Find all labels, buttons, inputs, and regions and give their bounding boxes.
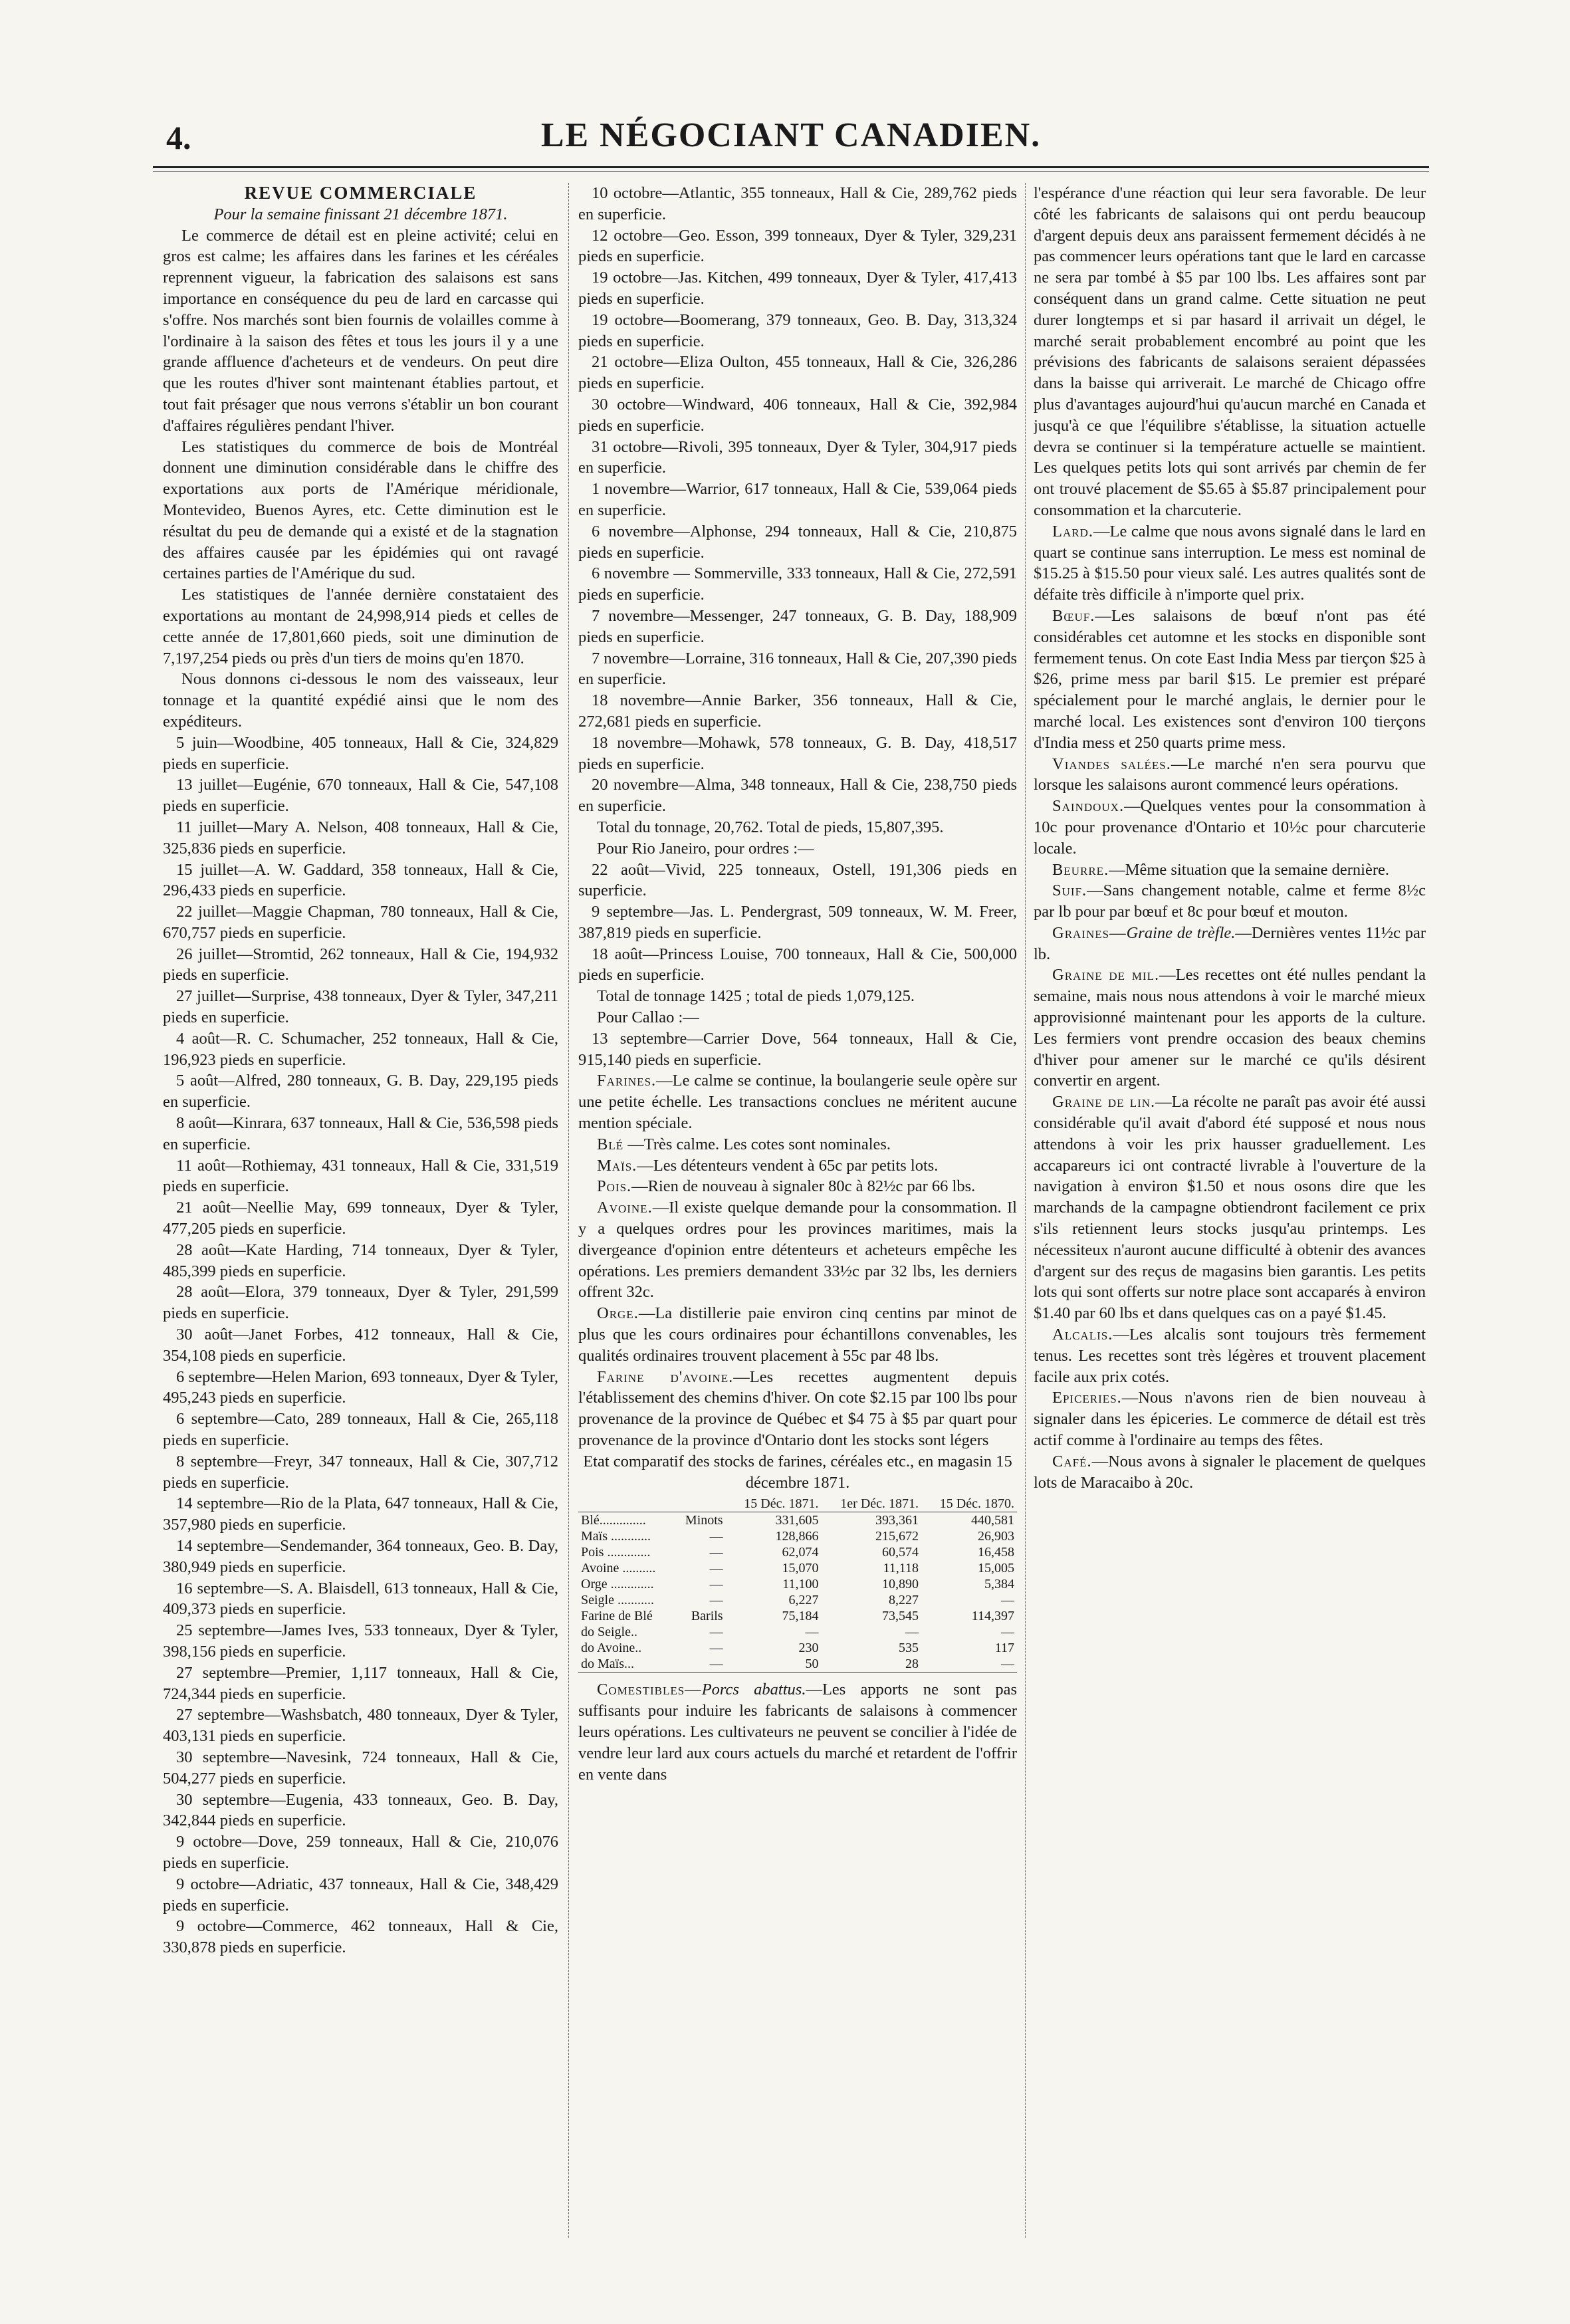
table-row — [578, 1640, 1017, 1656]
table-cell: 75,184 — [782, 1609, 819, 1624]
table-header-row — [578, 1496, 1017, 1512]
market-paragraph — [1034, 1092, 1426, 1324]
paragraph-text: —Le calme que nous avons signalé dans le lard en quart se continue sans interruption. Le mess est nominal de $15.25 à $15.50 pour vieux salé. Les autres qualités sont de défaite très difficile à n'importe quel prix. — [1034, 522, 1426, 604]
column-1 — [163, 183, 558, 2238]
paragraph-lead: Viandes salées. — [1052, 755, 1171, 773]
shipment-entry: 20 novembre—Alma, 348 tonneaux, Hall & Cie, 238,750 pieds en superficie. — [578, 776, 1017, 816]
shipment-entry: 15 juillet—A. W. Gaddard, 358 tonneaux, Hall & Cie, 296,433 pieds en superficie. — [163, 860, 558, 900]
paragraph-text: —Les recettes ont été nulles pendant la semaine, mais nous nous attendons à voir le marché mieux approvisionné maintenant pour les apports de la culture. Les fermiers vont prendre occasion des beaux chemins d'hiver pour amener sur le marché ce qu'ils désirent convertir en argent. — [1034, 966, 1426, 1090]
shipment-entry: 5 août—Alfred, 280 tonneaux, G. B. Day, 229,195 pieds en superficie. — [163, 1072, 558, 1111]
paragraph-text: —Nous avons à signaler le placement de quelques lots de Maracaibo à 20c. — [1034, 1452, 1426, 1492]
table-row — [578, 1512, 1017, 1529]
market-paragraph — [1034, 521, 1426, 606]
table-row — [578, 1560, 1017, 1576]
paragraph-text: —Les apports ne sont pas suffisants pour induire les fabricants de salaisons à commencer leurs opérations. Les cultivateurs ne peuvent se concilier à l'idée de vendre leur lard aux cours actuels du marché et retardent de l'offrir en vente dans — [578, 1681, 1017, 1784]
paragraph: Les statistiques de l'année dernière constataient des exportations au montant de 24,998,914 pieds et celles de cette année de 17,801,660 pieds, soit une diminution de 7,197,254 pieds ou près d'un tiers de moins qu'en 1870. — [163, 586, 558, 667]
table-cell: 128,866 — [775, 1529, 819, 1544]
market-paragraph — [1034, 1451, 1426, 1494]
table-row — [578, 1656, 1017, 1673]
paragraph-text: —Sans changement notable, calme et ferme 8½c par lb pour par bœuf et 8c pour bœuf et mouton. — [1034, 881, 1426, 921]
shipment-entry: 9 octobre—Dove, 259 tonneaux, Hall & Cie, 210,076 pieds en superficie. — [163, 1833, 558, 1872]
table-cell: Barils — [691, 1609, 723, 1624]
paragraph-text: —La distillerie paie environ cinq centins par minot de plus que les cours ordinaires pour échantillons convenables, les qualités ordinaires trouvent placement à 55c par 48 lbs. — [578, 1304, 1017, 1365]
paragraph-text: —La récolte ne paraît pas avoir été aussi considérable qu'il avait d'abord été supposé et nous nous attendons à voir les prix hausser graduellement. Les accapareurs ici ont contracté livrable à l'ouverture de la navigation à environ $1.50 et nous osons dire que les marchands de la campagne obtiendront facilement ce prix s'ils retiennent leurs stocks jusqu'au printemps. Les nécessiteux n'auront aucune difficulté à obtenir des avances d'argent sur des reçus de magasins bien garantis. Les petits lots qui sont offerts sur notre place sont accaparés à environ $1.40 par 60 lbs et dans quelques cas on a payé $1.45. — [1034, 1093, 1426, 1323]
masthead-title: LE NÉGOCIANT CANADIEN. — [540, 116, 1042, 154]
shipment-entry: 18 novembre—Mohawk, 578 tonneaux, G. B. Day, 418,517 pieds en superficie. — [578, 733, 1017, 773]
table-cell: 114,397 — [971, 1609, 1014, 1624]
shipment-entry: 31 octobre—Rivoli, 395 tonneaux, Dyer & Tyler, 304,917 pieds en superficie. — [578, 437, 1017, 477]
table-cell: 26,903 — [978, 1529, 1014, 1544]
shipment-entry: 13 juillet—Eugénie, 670 tonneaux, Hall & Cie, 547,108 pieds en superficie. — [163, 776, 558, 816]
shipment-entry: 30 août—Janet Forbes, 412 tonneaux, Hall & Cie, 354,108 pieds en superficie. — [163, 1326, 558, 1365]
table-cell: 11,100 — [782, 1577, 819, 1592]
shipment-entry: 13 septembre—Carrier Dove, 564 tonneaux, Hall & Cie, 915,140 pieds en superficie. — [578, 1029, 1017, 1069]
table-cell: — — [709, 1529, 723, 1544]
market-paragraph — [578, 1155, 1017, 1177]
shipment-entry: 18 novembre—Annie Barker, 356 tonneaux, Hall & Cie, 272,681 pieds en superficie. — [578, 691, 1017, 731]
shipment-entry: 4 août—R. C. Schumacher, 252 tonneaux, Hall & Cie, 196,923 pieds en superficie. — [163, 1029, 558, 1069]
shipment-list-rio — [578, 860, 1017, 987]
table-cell: — — [709, 1593, 723, 1608]
paragraph-text: —Quelques ventes pour la consommation à 10c pour provenance d'Ontario et 10½c pour charcuterie locale. — [1034, 797, 1426, 858]
comestibles-paragraph — [578, 1679, 1017, 1785]
paragraph-text: —Dernières ventes 11½c par lb. — [1034, 923, 1426, 963]
table-row — [578, 1544, 1017, 1560]
market-paragraph — [1034, 796, 1426, 859]
shipment-list-callao — [578, 1028, 1017, 1071]
table-cell: 15,070 — [782, 1561, 819, 1576]
table-row — [578, 1608, 1017, 1624]
shipment-entry: 26 juillet—Stromtid, 262 tonneaux, Hall & Cie, 194,932 pieds en superficie. — [163, 945, 558, 985]
table-row — [578, 1624, 1017, 1640]
paragraph: Le commerce de détail est en pleine activité; celui en gros est calme; les affaires dans les farines et les céréales reprennent vigueur, la fabrication des salaisons est sans importance en conséquence du peu de lard en carcasse qui s'offre. Nos marchés sont bien fournis de volailles comme à l'ordinaire à la saison des fêtes et tous les jours il y a une grande affluence d'acheteurs et de vendeurs. On peut dire que les routes d'hiver sont maintenant établies partout, et tout fait présager que nous verrons s'établir un bon courant d'affaires régulières pendant l'hiver. — [163, 226, 558, 435]
paragraph-text: —Le calme se continue, la boulangerie seule opère sur une petite échelle. Les transactions conclues ne méritent aucune mention spéciale. — [578, 1072, 1017, 1133]
table-cell: — — [709, 1561, 723, 1576]
table-cell: — — [709, 1577, 723, 1592]
table-cell: 11,118 — [883, 1561, 919, 1576]
market-report — [1034, 521, 1426, 1494]
paragraph-lead: Bœuf. — [1052, 606, 1095, 625]
paragraph-lead: Lard. — [1052, 522, 1093, 540]
paragraph-text: —Le marché n'en sera pourvu que lorsque les salaisons auront commencé leurs opérations. — [1034, 755, 1426, 794]
destination-heading: Pour Callao :— — [597, 1008, 699, 1027]
shipment-entry: 27 septembre—Premier, 1,117 tonneaux, Hall & Cie, 724,344 pieds en superficie. — [163, 1663, 558, 1703]
shipment-entry: 9 octobre—Commerce, 462 tonneaux, Hall & Cie, 330,878 pieds en superficie. — [163, 1917, 558, 1957]
table-cell: 393,361 — [875, 1513, 919, 1528]
table-cell: Minots — [685, 1513, 723, 1528]
table-cell: 535 — [899, 1641, 919, 1656]
paragraph-lead: Beurre. — [1052, 860, 1109, 879]
paragraph-text: —Les recettes augmentent depuis l'établissement des chemins d'hiver. On cote $2.15 par 100 lbs pour provenance de la province de Québec et $4 75 à $5 par quart pour provenance de la province d'Ontario dont les stocks sont légers — [578, 1367, 1017, 1450]
table-cell: — — [709, 1545, 723, 1560]
table-cell: 230 — [798, 1641, 819, 1656]
shipment-entry: 19 octobre—Boomerang, 379 tonneaux, Geo. B. Day, 313,324 pieds en superficie. — [578, 310, 1017, 350]
shipment-entry: 5 juin—Woodbine, 405 tonneaux, Hall & Cie, 324,829 pieds en superficie. — [163, 733, 558, 773]
section-subtitle: Pour la semaine finissant 21 décembre 1871. — [213, 205, 508, 223]
shipment-entry: 8 août—Kinrara, 637 tonneaux, Hall & Cie, 536,598 pieds en superficie. — [163, 1114, 558, 1153]
shipment-entry: 11 août—Rothiemay, 431 tonneaux, Hall & Cie, 331,519 pieds en superficie. — [163, 1156, 558, 1196]
shipment-entry: 6 novembre — Sommerville, 333 tonneaux, Hall & Cie, 272,591 pieds en superficie. — [578, 564, 1017, 604]
paragraph-text: —Les détenteurs vendent à 65c par petits lots. — [637, 1156, 939, 1175]
table-cell: — — [709, 1625, 723, 1640]
table-cell: 10,890 — [882, 1577, 919, 1592]
total-line: Total du tonnage, 20,762. Total de pieds, 15,807,395. — [597, 818, 944, 836]
shipment-entry: 18 août—Princess Louise, 700 tonneaux, Hall & Cie, 500,000 pieds en superficie. — [578, 945, 1017, 985]
table-row — [578, 1592, 1017, 1608]
shipment-entry: 30 octobre—Windward, 406 tonneaux, Hall & Cie, 392,984 pieds en superficie. — [578, 395, 1017, 435]
table-cell: Blé.............. — [581, 1513, 646, 1528]
paragraph-lead: Farine d'avoine. — [597, 1367, 734, 1386]
market-paragraph — [578, 1197, 1017, 1303]
paragraph-lead: Graine de mil. — [1052, 966, 1160, 985]
shipment-entry: 9 septembre—Jas. L. Pendergrast, 509 tonneaux, W. M. Freer, 387,819 pieds en superficie. — [578, 903, 1017, 942]
paragraph: l'espérance d'une réaction qui leur sera favorable. De leur côté les fabricants de salaisons qui ont perdu beaucoup d'argent depuis deux ans paraissent fermement décidés à ne pas commencer leurs opérations tant que le lard en carcasse ne sera par tombé à $5 par 100 lbs. Les affaires sont par conséquent dans un grand calme. Cette situation ne peut durer longtemps et si par hasard il arrivait un dégel, le marché serait probablement encombré au point que les prévisions des fabricants de salaisons seraient dépassées dans la baisse qui arriverait. Le marché de Chicago offre plus d'avantages aujourd'hui qu'aucun marché en Canada et jusqu'à ce que l'équilibre s'établisse, la situation actuelle devra se continuer si la température actuelle se maintient. Les quelques petits lots qui sont arrivés par chemin de fer ont trouvé placement de $5.65 à $5.87 principalement pour consommation et la charcuterie. — [1034, 184, 1426, 519]
shipment-entry: 12 octobre—Geo. Esson, 399 tonneaux, Dyer & Tyler, 329,231 pieds en superficie. — [578, 226, 1017, 266]
destination-heading: Pour Rio Janeiro, pour ordres :— — [597, 839, 814, 858]
shipment-entry: 14 septembre—Rio de la Plata, 647 tonneaux, Hall & Cie, 357,980 pieds en superficie. — [163, 1494, 558, 1534]
table-body — [578, 1512, 1017, 1673]
paragraph: Les statistiques du commerce de bois de Montréal donnent une diminution considérable dans le chiffre des exportations aux ports de l'Amérique méridionale, Montevideo, Buenos Ayres, etc. Cette diminution est le résultat du peu de demande qui a existé et de la stagnation des affaires causée par les épidémies qui ont ravagé certaines parties de l'Amérique du sud. — [163, 437, 558, 583]
table-cell: 440,581 — [971, 1513, 1014, 1528]
paragraph-lead-italic: Porcs abattus. — [701, 1681, 806, 1699]
shipment-list — [578, 183, 1017, 817]
paragraph-lead: Farines. — [597, 1072, 657, 1090]
market-paragraph — [1034, 880, 1426, 923]
shipment-entry: 7 novembre—Lorraine, 316 tonneaux, Hall & Cie, 207,390 pieds en superficie. — [578, 649, 1017, 689]
stocks-table — [578, 1496, 1017, 1673]
page-number: 4. — [166, 119, 191, 156]
market-paragraph — [1034, 1324, 1426, 1387]
shipment-entry: 6 septembre—Cato, 289 tonneaux, Hall & Cie, 265,118 pieds en superficie. — [163, 1410, 558, 1450]
page-header — [153, 113, 1429, 166]
shipment-entry: 27 juillet—Surprise, 438 tonneaux, Dyer & Tyler, 347,211 pieds en superficie. — [163, 987, 558, 1027]
paragraph-text: —Les alcalis sont toujours très fermement tenus. Les recettes sont très légères et trouvent placement facile aux prix cotés. — [1034, 1326, 1426, 1386]
paragraph-text: —Les salaisons de bœuf n'ont pas été considérables cet automne et les stocks en disponible sont fermement tenus. On cote East India Mess par tierçon $25 à $26, prime mess par baril $15. Le premier est préparé spécialement pour le marché anglais, le dernier pour le marché local. Les existences sont d'environ 100 tierçons d'India mess et 250 quarts prime mess. — [1034, 606, 1426, 752]
market-paragraph — [578, 1070, 1017, 1133]
table-cell: 50 — [726, 1656, 822, 1673]
paragraph-lead: Pois. — [597, 1177, 632, 1196]
table-cell: Seigle ........... — [581, 1593, 654, 1608]
table-row — [578, 1528, 1017, 1544]
table-header-cell: 1er Déc. 1871. — [822, 1496, 922, 1512]
paragraph-text: —Il existe quelque demande pour la consommation. Il y a quelques ordres pour les provinces maritimes, mais la divergeance d'opinion entre détenteurs et acheteurs empêche les opérations. Les premiers demandent 33½c par 32 lbs, les derniers offrent 32c. — [578, 1199, 1017, 1302]
table-cell: Farine de Blé — [581, 1609, 653, 1624]
table-header-cell: 15 Déc. 1870. — [921, 1496, 1017, 1512]
paragraph-lead: Maïs. — [597, 1156, 637, 1175]
market-paragraph — [1034, 860, 1426, 881]
shipment-entry: 22 août—Vivid, 225 tonneaux, Ostell, 191,306 pieds en superficie. — [578, 860, 1017, 900]
market-paragraph — [578, 1367, 1017, 1451]
table-cell: 73,545 — [882, 1609, 919, 1624]
market-paragraph — [578, 1303, 1017, 1366]
table-cell: — — [1001, 1625, 1014, 1640]
table-cell: — — [805, 1625, 819, 1640]
shipment-entry: 11 juillet—Mary A. Nelson, 408 tonneaux, Hall & Cie, 325,836 pieds en superficie. — [163, 818, 558, 858]
table-cell: 60,574 — [882, 1545, 919, 1560]
shipment-entry: 22 juillet—Maggie Chapman, 780 tonneaux, Hall & Cie, 670,757 pieds en superficie. — [163, 903, 558, 942]
paragraph-lead: Graine de lin. — [1052, 1093, 1156, 1111]
market-report — [578, 1070, 1017, 1451]
market-paragraph — [578, 1134, 1017, 1155]
table-cell: Avoine .......... — [581, 1561, 656, 1576]
table-header-cell: 15 Déc. 1871. — [726, 1496, 822, 1512]
shipment-entry: 28 août—Kate Harding, 714 tonneaux, Dyer & Tyler, 485,399 pieds en superficie. — [163, 1240, 558, 1280]
shipment-entry: 9 octobre—Adriatic, 437 tonneaux, Hall & Cie, 348,429 pieds en superficie. — [163, 1875, 558, 1915]
shipment-entry: 19 octobre—Jas. Kitchen, 499 tonneaux, Dyer & Tyler, 417,413 pieds en superficie. — [578, 269, 1017, 308]
total-line: Total de tonnage 1425 ; total de pieds 1,079,125. — [597, 987, 915, 1006]
column-separator — [568, 183, 569, 2238]
shipment-entry: 30 septembre—Eugenia, 433 tonneaux, Geo. B. Day, 342,844 pieds en superficie. — [163, 1790, 558, 1830]
shipment-entry: 16 septembre—S. A. Blaisdell, 613 tonneaux, Hall & Cie, 409,373 pieds en superficie. — [163, 1579, 558, 1619]
column-3 — [1034, 183, 1426, 2238]
table-cell: 62,074 — [782, 1545, 819, 1560]
paragraph-text: —Très calme. Les cotes sont nominales. — [623, 1135, 891, 1153]
section-title: REVUE COMMERCIALE — [244, 183, 477, 203]
table-cell: — — [674, 1656, 725, 1673]
paragraph-lead-italic: Graine de trèfle. — [1126, 923, 1236, 942]
market-paragraph — [1034, 923, 1426, 965]
market-paragraph — [1034, 965, 1426, 1092]
shipment-entry: 6 septembre—Helen Marion, 693 tonneaux, Dyer & Tyler, 495,243 pieds en superficie. — [163, 1367, 558, 1407]
market-paragraph — [578, 1176, 1017, 1197]
column-separator — [1025, 183, 1026, 2238]
paragraph-lead: Café. — [1052, 1452, 1092, 1470]
shipment-entry: 14 septembre—Sendemander, 364 tonneaux, Geo. B. Day, 380,949 pieds en superficie. — [163, 1537, 558, 1576]
shipment-entry: 21 octobre—Eliza Oulton, 455 tonneaux, Hall & Cie, 326,286 pieds en superficie. — [578, 353, 1017, 393]
column-2 — [578, 183, 1017, 2238]
market-paragraph — [1034, 606, 1426, 754]
paragraph-lead: Orge. — [597, 1304, 639, 1323]
paragraph-lead: Saindoux. — [1052, 797, 1125, 816]
table-header-cell — [578, 1496, 674, 1512]
table-cell: 28 — [822, 1656, 922, 1673]
paragraph: Nous donnons ci-dessous le nom des vaisseaux, leur tonnage et la quantité expédié ainsi que le nom des expéditeurs. — [163, 670, 558, 731]
table-cell: 16,458 — [978, 1545, 1014, 1560]
shipment-entry: 10 octobre—Atlantic, 355 tonneaux, Hall & Cie, 289,762 pieds en superficie. — [578, 184, 1017, 223]
shipment-entry: 8 septembre—Freyr, 347 tonneaux, Hall & Cie, 307,712 pieds en superficie. — [163, 1452, 558, 1492]
market-paragraph — [1034, 1387, 1426, 1451]
table-cell: 215,672 — [875, 1529, 919, 1544]
paragraph-lead: Epiceries. — [1052, 1389, 1122, 1407]
table-cell: 5,384 — [984, 1577, 1014, 1592]
paragraph-lead: Avoine. — [597, 1199, 653, 1217]
table-row — [578, 1576, 1017, 1592]
table-cell: 8,227 — [889, 1593, 919, 1608]
paragraph-lead: Graines— — [1052, 923, 1127, 942]
table-cell: 331,605 — [775, 1513, 819, 1528]
paragraph-text: —Même situation que la semaine dernière. — [1109, 860, 1390, 879]
table-cell: 117 — [994, 1641, 1014, 1656]
table-cell: — — [921, 1656, 1017, 1673]
table-cell: — — [709, 1641, 723, 1656]
paragraph-lead: Alcalis. — [1052, 1326, 1113, 1344]
shipment-list — [163, 733, 558, 1958]
shipment-entry: 27 septembre—Washsbatch, 480 tonneaux, Dyer & Tyler, 403,131 pieds en superficie. — [163, 1706, 558, 1746]
table-cell: — — [1001, 1593, 1014, 1608]
shipment-entry: 21 août—Neellie May, 699 tonneaux, Dyer & Tyler, 477,205 pieds en superficie. — [163, 1199, 558, 1238]
table-cell: 15,005 — [978, 1561, 1014, 1576]
market-paragraph — [1034, 754, 1426, 796]
shipment-entry: 28 août—Elora, 379 tonneaux, Dyer & Tyler, 291,599 pieds en superficie. — [163, 1283, 558, 1323]
stocks-caption: Etat comparatif des stocks de farines, céréales etc., en magasin 15 décembre 1871. — [583, 1452, 1012, 1492]
shipment-entry: 30 septembre—Navesink, 724 tonneaux, Hall & Cie, 504,277 pieds en superficie. — [163, 1748, 558, 1788]
paragraph-lead: Comestibles— — [597, 1681, 702, 1699]
table-cell: — — [905, 1625, 919, 1640]
table-cell: do Avoine.. — [581, 1641, 642, 1656]
table-cell: 6,227 — [788, 1593, 819, 1608]
table-cell: do Seigle.. — [581, 1625, 637, 1640]
header-rule — [153, 166, 1429, 168]
table-cell: Orge ............. — [581, 1577, 654, 1592]
paragraph-text: —Nous n'avons rien de bien nouveau à signaler dans les épiceries. Le commerce de détail est très actif comme à l'ordinaire au temps des fêtes. — [1034, 1389, 1426, 1450]
shipment-entry: 25 septembre—James Ives, 533 tonneaux, Dyer & Tyler, 398,156 pieds en superficie. — [163, 1621, 558, 1661]
shipment-entry: 1 novembre—Warrior, 617 tonneaux, Hall & Cie, 539,064 pieds en superficie. — [578, 480, 1017, 519]
paragraph-lead: Suif. — [1052, 881, 1087, 900]
table-cell: Maïs ............ — [581, 1529, 651, 1544]
table-cell: do Maïs... — [578, 1656, 674, 1673]
paragraph-text: —Rien de nouveau à signaler 80c à 82½c par 66 lbs. — [631, 1177, 976, 1196]
shipment-entry: 6 novembre—Alphonse, 294 tonneaux, Hall & Cie, 210,875 pieds en superficie. — [578, 522, 1017, 562]
paragraph-lead: Blé — [597, 1135, 624, 1153]
table-header-cell — [674, 1496, 725, 1512]
table-cell: Pois ............. — [581, 1545, 651, 1560]
shipment-entry: 7 novembre—Messenger, 247 tonneaux, G. B. Day, 188,909 pieds en superficie. — [578, 606, 1017, 646]
